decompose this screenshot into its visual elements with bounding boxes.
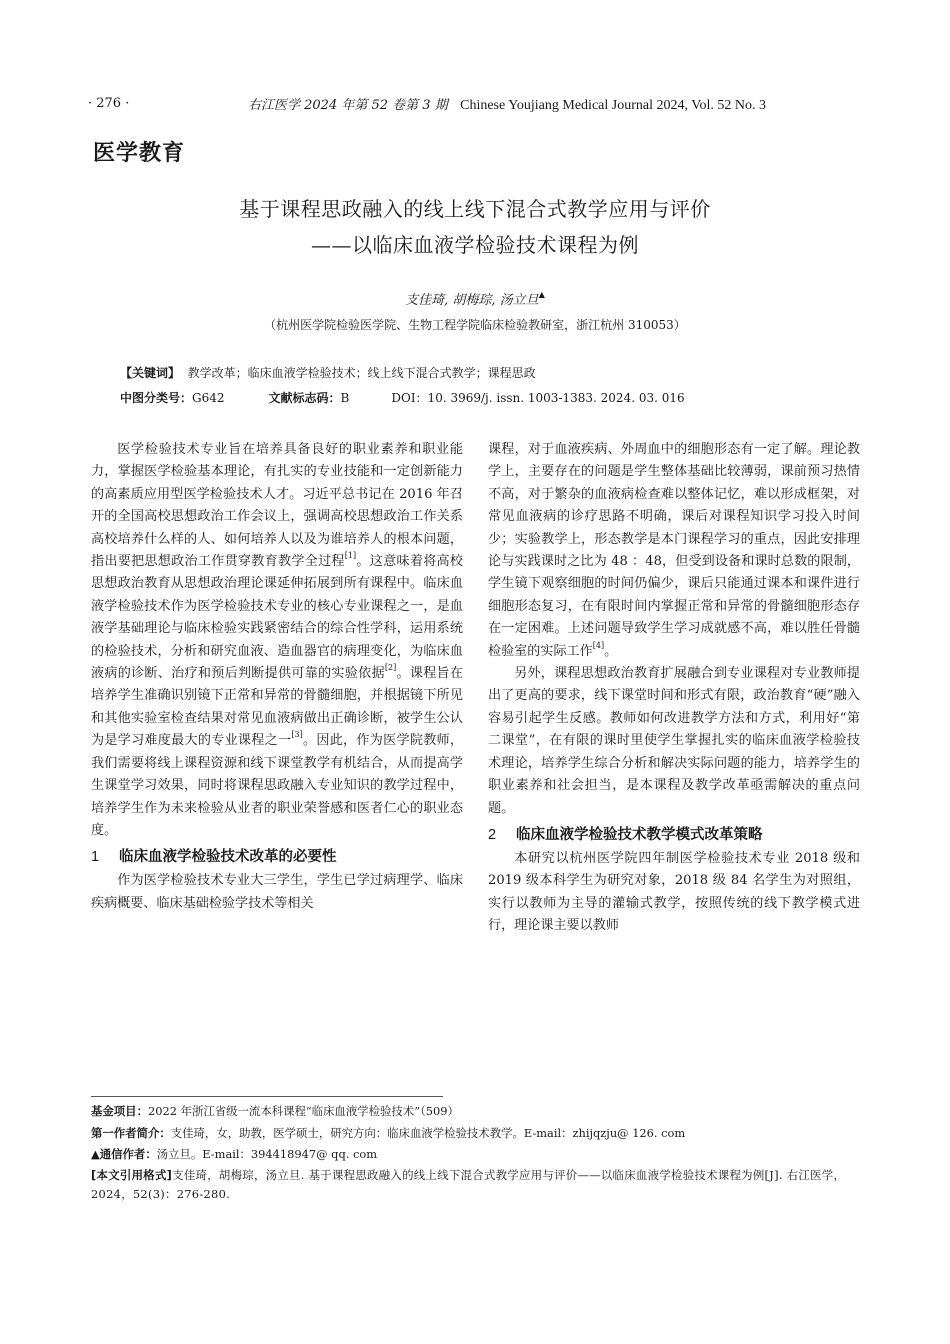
section-number: 1: [91, 849, 100, 866]
funding-label: 基金项目：: [91, 1104, 148, 1118]
footnote-divider: [91, 1096, 443, 1097]
author-list: [0, 289, 950, 308]
doc-code-value: B: [340, 391, 350, 405]
affiliation: （杭州医学院检验医学院、生物工程学院临床检验教研室，浙江杭州 310053）: [264, 318, 686, 332]
journal-name-en: Chinese Youjiang Medical Journal 2024, Vol. 52 No. 3: [460, 98, 767, 113]
page-number: · 276 ·: [88, 96, 130, 111]
footnote-citation-format: [本文引用格式]支佳琦，胡梅琮，汤立旦. 基于课程思政融入的线上线下混合式教学应用与评价——以临床血液学检验技术课程为例[J]. 右江医学，2024，52(3)：276-280.: [91, 1168, 846, 1201]
running-header: [248, 94, 862, 114]
corresponding-label: ▲通信作者：: [91, 1147, 157, 1161]
doi: DOI：10. 3969/j. issn. 1003-1383. 2024. 03. 016: [391, 391, 685, 405]
citation-format-label: [本文引用格式]: [91, 1168, 173, 1182]
keywords-text: 教学改革；临床血液学检验技术；线上线下混合式教学；课程思政: [187, 366, 536, 380]
keywords-label: 【关键词】: [120, 366, 181, 380]
article-meta: [120, 389, 685, 406]
doc-code-label: 文献标志码：: [268, 391, 341, 405]
body-column-left: [91, 439, 463, 915]
citation-ref[interactable]: [1]: [344, 551, 357, 561]
section-heading-2: [488, 822, 860, 848]
citation-ref[interactable]: [3]: [291, 730, 303, 740]
first-author-label: 第一作者简介：: [91, 1126, 171, 1140]
paragraph-challenge: 另外，课程思想政治教育扩展融合到专业课程对专业教师提出了更高的要求，线下课堂时间和形式有限，政治教育“硬”融入容易引起学生反感。教师如何改进教学方法和方式，利用好“第二课堂”，在有限的课时里使学生掌握扎实的临床血液学检验技术理论，培养学生综合分析和解决实际问题的能力，培养学生的职业素养和社会担当，是本课程及教学改革亟需解决的重点问题。: [488, 666, 860, 816]
article-subtitle: ——以临床血液学检验技术课程为例: [311, 233, 639, 257]
authors-text: 支佳琦, 胡梅琮, 汤立旦: [405, 293, 539, 308]
paragraph-necessity: 作为医学检验技术专业大三学生，学生已学过病理学、临床疾病概要、临床基础检验学技术等相关: [91, 873, 463, 911]
footnote-first-author: 第一作者简介：支佳琦，女，助教，医学硕士，研究方向：临床血液学检验技术教学。E-mail：zhijqzju@ 126. com: [91, 1126, 686, 1140]
citation-ref[interactable]: [4]: [592, 640, 605, 650]
footnote-corresponding: ▲通信作者：汤立旦。E-mail：394418947@ qq. com: [91, 1147, 378, 1161]
section-label: 医学教育: [93, 141, 186, 166]
keywords: [120, 364, 536, 381]
section-title: 临床血液学检验技术改革的必要性: [119, 849, 337, 866]
body-column-right: [488, 439, 860, 938]
corresponding-mark: ▲: [538, 290, 545, 299]
clc-label: 中图分类号：: [120, 391, 193, 405]
citation-ref[interactable]: [2]: [384, 663, 397, 673]
journal-name-cn: 右江医学 2024 年第 52 卷第 3 期: [248, 98, 448, 113]
paragraph-strategy: 本研究以杭州医学院四年制医学检验技术专业 2018 级和 2019 级本科学生为研究对象，2018 级 84 名学生为对照组，实行以教师为主导的灌输式教学，按照传统的线下教学模式进行，理论课主要以教师: [488, 850, 860, 934]
clc-value: G642: [192, 391, 225, 405]
section-heading-1: [91, 844, 463, 870]
paragraph-intro: 医学检验技术专业旨在培养具备良好的职业素养和职业能力，掌握医学检验基本理论，有扎实的专业技能和一定创新能力的高素质应用型医学检验技术人才。习近平总书记在 2016 年召开的全国高校思想政治工作会议上，强调高校思想政治工作关系高校培养什么样的人、如何培养人以及为谁培养人的根本问题，指出要把思想政治工作贯穿教育教学全过程[1]。这意味着将高校思想政治教育从思想政治理论课延伸拓展到所有课程中。临床血液学检验技术作为医学检验技术专业的核心专业课程之一，是血液学基础理论与临床检验实践紧密结合的综合性学科，运用系统的检验技术，分析和研究血液、造血器官的病理变化，为临床血液病的诊断、治疗和预后判断提供可靠的实验依据[2]。课程旨在培养学生准确识别镜下正常和异常的骨髓细胞，并根据镜下所见和其他实验室检查结果对常见血液病做出正确诊断，被学生公认为是学习难度最大的专业课程之一[3]。因此，作为医学院教师，我们需要将线上课程资源和线下课堂教学有机结合，从而提高学生课堂学习效果，同时将课程思政融入专业知识的教学过程中，培养学生作为未来检验从业者的职业荣誉感和医者仁心的职业态度。: [91, 442, 464, 838]
section-title: 临床血液学检验技术教学模式改革策略: [516, 826, 763, 843]
paragraph-necessity-cont: 课程，对于血液疾病、外周血中的细胞形态有一定了解。理论教学上，主要存在的问题是学生整体基础比较薄弱，课前预习热情不高，对于繁杂的血液病检查难以整体记忆，难以形成框架，对常见血液病的诊疗思路不明确，课后对课程知识学习投入时间少；实验教学上，形态教学是本门课程学习的重点，因此安排理论与实践课时之比为 48 ：48，但受到设备和课时总数的限制，学生镜下观察细胞的时间仍偏少，课后只能通过课本和课件进行细胞形态复习，在有限时间内掌握正常和异常的骨髓细胞形态存在一定困难。上述问题导致学生学习成就感不高，难以胜任骨髓检验室的实际工作[4]。: [488, 442, 860, 659]
section-number: 2: [488, 826, 497, 843]
footnote-funding: 基金项目：2022 年浙江省级一流本科课程“临床血液学检验技术”（509）: [91, 1104, 459, 1118]
article-title: 基于课程思政融入的线上线下混合式教学应用与评价: [239, 197, 711, 221]
